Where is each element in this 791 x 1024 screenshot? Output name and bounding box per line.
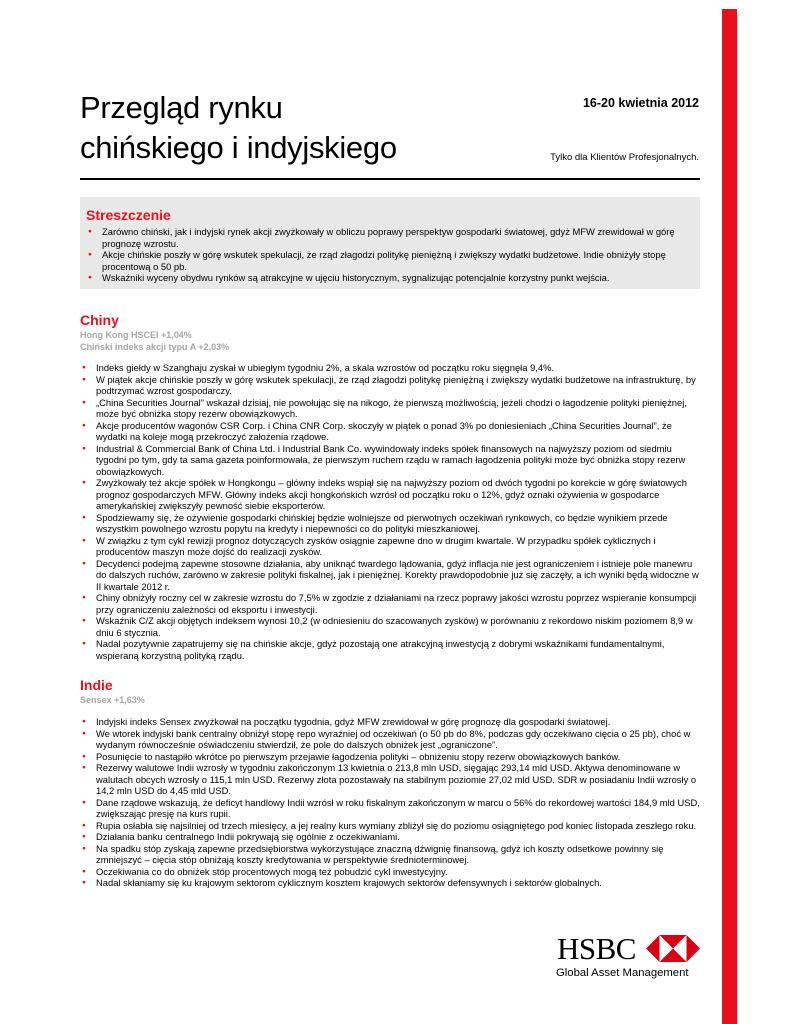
summary-item: ● Zarówno chiński, jak i indyjski rynek akcji zwyżkowały w obliczu poprawy perspektyw gospodarki światowej, gdyż MFW zrewidował w górę prognozę wzrostu. [84, 226, 690, 249]
list-item: ● Spodziewamy się, że ożywienie gospodarki chińskiej będzie wolniejsze od pierwotnych oczekiwań rynkowych, co będzie wynikiem przede wszystkim powolnego wzrostu popytu na kredyty i niepewności co do polityki mieszkaniowej. [78, 512, 700, 535]
list-item: ● Indeks giełdy w Szanghaju zyskał w ubiegłym tygodniu 2%, a skala wzrostów od początku roku sięgnęła 9,4%. [78, 362, 700, 374]
list-item: ● W związku z tym cykl rewizji prognoz dotyczących zysków osiągnie zapewne dno w drugim kwartale. W przypadku spółek cyklicznych i producentów maszyn może dojść do realizacji zysków. [78, 535, 700, 558]
china-heading: Chiny [80, 312, 119, 328]
list-item: ● Akcje producentów wagonów CSR Corp. i China CNR Corp. skoczyły w piątek o ponad 3% po doniesieniach „China Securities Journal”, że wydatki na koleje mogą przekroczyć założenia rządowe. [78, 420, 700, 443]
list-item: ● Oczekiwania co do obniżek stóp procentowych mogą też pobudzić cykl inwestycyjny. [78, 866, 700, 878]
list-item: ● Nadal pozytywnie zapatrujemy się na chińskie akcje, gdyż pozostają one atrakcyjną inwestycją z dobrymi wskaźnikami fundamentalnymi, wspieraną korzystną polityką rządu. [78, 638, 700, 661]
logo-wordmark: HSBC [557, 931, 636, 966]
title-line-2: chińskiego i indyjskiego [80, 130, 397, 165]
list-item: ● Chiny obniżyły roczny cel w zakresie wzrostu do 7,5% w zgodzie z działaniami na rzecz poprawy jakości wzrostu poprzez wspieranie konsumpcji przy ograniczeniu zależności od eksportu i inwestycji. [78, 592, 700, 615]
red-edge-bar [722, 9, 737, 1024]
india-index-sensex: Sensex +1,63% [80, 695, 145, 705]
list-item: ● Rezerwy walutowe Indii wzrosły w tygodniu zakończonym 13 kwietnia o 213,8 mln USD, sięgając 293,14 mld USD. Aktywa denominowane w walutach obcych wzrosły o 115,1 mln USD. Rezerwy złota pozostawały na stabilnym poziomie 27,02 mld USD. SDR w posiadaniu Indii wzrosły o 14,2 mln USD do 4,45 mld USD. [78, 762, 700, 797]
china-list [78, 362, 700, 661]
list-item: ● Decydenci podejmą zapewne stosowne działania, aby uniknąć twardego lądowania, gdyż inflacja nie jest ograniczeniem i istnieje pole manewru do dalszych ruchów, zarówno w zakresie polityki fiskalnej, jak i pieniężnej. Korekty prawdopodobnie już się zaczęły, a ich wyniki będą widoczne w II kwartale 2012 r. [78, 558, 700, 593]
india-heading: Indie [80, 677, 113, 693]
list-item: ● Nadal skłaniamy się ku krajowym sektorom cyklicznym kosztem krajowych sektorów defensywnych i sektorów globalnych. [78, 877, 700, 889]
summary-item: ● Akcje chińskie poszły w górę wskutek spekulacji, że rząd złagodzi politykę pieniężną i zwiększy wydatki budżetowe. Indie obniżyły stopę procentową o 50 pb. [84, 249, 690, 272]
list-item: ● Indyjski indeks Sensex zwyżkował na początku tygodnia, gdyż MFW zrewidował w górę prognozę dla gospodarki światowej. [78, 716, 700, 728]
summary-heading: Streszczenie [86, 207, 171, 223]
page-title [80, 88, 397, 168]
list-item: ● Posunięcie to nastąpiło wkrótce po pierwszym przejawie łagodzenia polityki – obniżeniu stopy rezerw obowiązkowych banków. [78, 751, 700, 763]
list-item: ● „China Securities Journal” wskazał dzisiaj, nie powołując się na nikogo, że pierwszą możliwością, jeżeli chodzi o łagodzenie polityki pieniężnej, może być obniżka stopy rezerw obowiązkowych. [78, 397, 700, 420]
logo-tagline: Global Asset Management [556, 967, 689, 979]
summary-list [84, 226, 690, 284]
list-item: ● Dane rządowe wskazują, że deficyt handlowy Indii wzrósł w roku fiskalnym zakończonym w marcu o 56% do rekordowej wartości 184,9 mld USD, zwiększając presję na kurs rupii. [78, 797, 700, 820]
china-index-a-shares: Chiński indeks akcji typu A +2,03% [80, 342, 230, 352]
summary-box [80, 197, 700, 289]
hsbc-logo [554, 931, 702, 984]
list-item: ● Rupia osłabła się najsilniej od trzech miesięcy, a jej realny kurs wymiany zbliżył się do poziomu osiągniętego pod koniec listopada zeszłego roku. [78, 820, 700, 832]
list-item: ● Wskaźnik C/Z akcji objętych indeksem wynosi 10,2 (w odniesieniu do szacowanych zysków) w porównaniu z rekordowo niskim poziomem 8,9 w dniu 6 stycznia. [78, 615, 700, 638]
china-index-hscei: Hong Kong HSCEI +1,04% [80, 330, 192, 340]
list-item: ● W piątek akcje chińskie poszły w górę wskutek spekulacji, że rząd złagodzi politykę pieniężną i zwiększy wydatki budżetowe na infrastrukturę, by podtrzymać wzrost gospodarczy. [78, 374, 700, 397]
header-divider [80, 178, 700, 180]
list-item: ● Zwyżkowały też akcje spółek w Hongkongu – główny indeks wspiął się na najwyższy poziom od dwóch tygodni po korekcie w górę światowych prognoz gospodarczych MFW. Główny indeks akcji hongkońskich wzrósł od początku roku o 12%, gdyż oznaki ożywienia w gospodarce amerykańskiej zwiększyły pewność siebie eksporterów. [78, 477, 700, 512]
disclaimer: Tylko dla Klientów Profesjonalnych. [550, 152, 699, 163]
list-item: ● Industrial & Commercial Bank of China Ltd. i Industrial Bank Co. wywindowały indeks spółek finansowych na najwyższy poziom od siedmiu tygodni po tym, gdy ta sama gazeta poinformowała, że pierwszym ruchem rządu w ramach łagodzenia polityki może być obniżka stopy rezerw obowiązkowych. [78, 443, 700, 478]
summary-item: ● Wskaźniki wyceny obydwu rynków są atrakcyjne w ujęciu historycznym, sygnalizując potencjalnie korzystny punkt wejścia. [84, 272, 690, 284]
india-list [78, 716, 700, 889]
list-item: ● We wtorek indyjski bank centralny obniżył stopę repo wyraźniej od oczekiwań (o 50 pb do 8%, podczas gdy oczekiwano cięcia o 25 pb), choć w wydanym równocześnie oświadczeniu stwierdził, że pole do dalszych obniżek jest „ograniczone”. [78, 728, 700, 751]
list-item: ● Na spadku stóp zyskają zapewne przedsiębiorstwa wykorzystujące znaczną dźwignię finansową, gdyż ich koszty odsetkowe powinny się zmniejszyć – cięcia stóp obniżają koszty kredytowania w perspektywie średnioterminowej. [78, 843, 700, 866]
title-line-1: Przegląd rynku [80, 90, 283, 125]
report-date: 16-20 kwietnia 2012 [582, 96, 699, 110]
hexagon-icon [646, 935, 700, 962]
list-item: ● Działania banku centralnego Indii pokrywają się ogólnie z oczekiwaniami. [78, 831, 700, 843]
